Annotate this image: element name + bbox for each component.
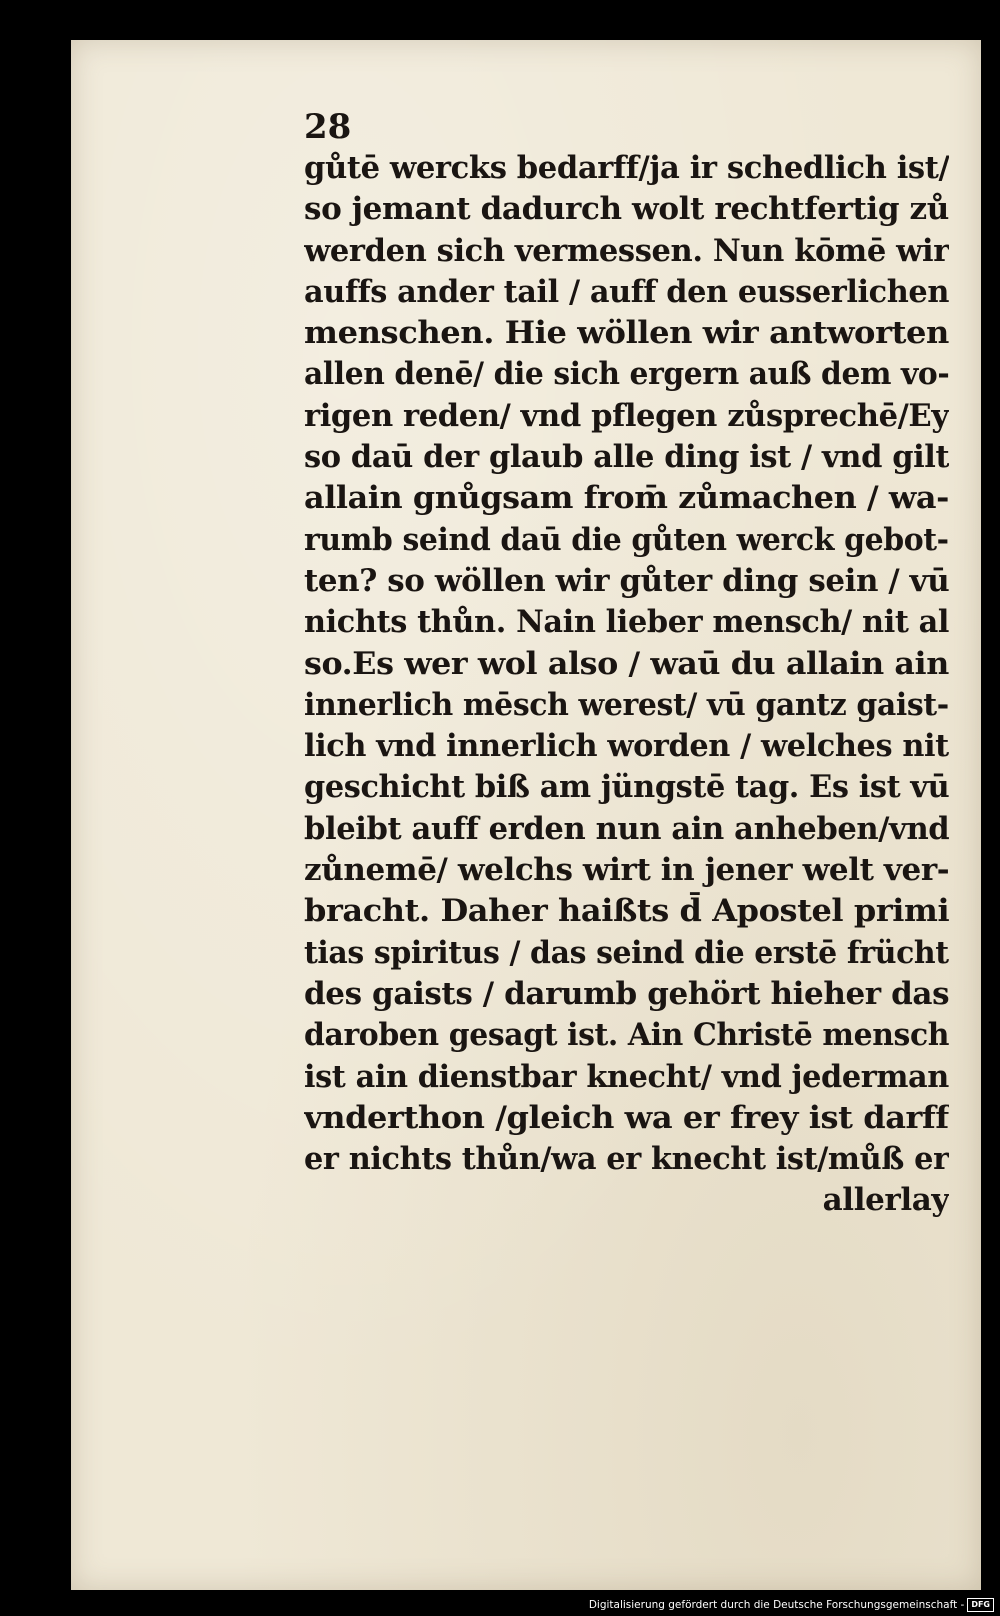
text-line: tias spiritus / das seind die erstē frücht [304, 934, 949, 971]
text-line: allain gnůgsam from̄ zůmachen / wa- [304, 480, 949, 517]
text-line: werden sich vermessen. Nun kōmē wir [304, 232, 949, 269]
text-line: daroben gesagt ist. Ain Christē mensch [304, 1017, 949, 1054]
book-page [71, 40, 981, 1590]
text-line: lich vnd innerlich worden / welches nit [304, 728, 949, 765]
text-line: innerlich mēsch werest/ vū gantz gaist- [304, 686, 949, 723]
text-line: rigen reden/ vnd pflegen zůsprechē/Ey [304, 397, 949, 434]
text-line: auffs ander tail / auff den eusserlichen [304, 273, 949, 310]
page-number: 28 [304, 107, 352, 147]
text-line: vnderthon /gleich wa er frey ist darff [304, 1099, 949, 1136]
text-line: ten? so wöllen wir gůter ding sein / vū [304, 562, 949, 599]
text-line: nichts thůn. Nain lieber mensch/ nit al [304, 604, 949, 641]
text-line: zůnemē/ welchs wirt in jener welt ver- [304, 852, 949, 889]
text-line: geschicht biß am jüngstē tag. Es ist vū [304, 769, 949, 806]
text-block [304, 148, 949, 1222]
text-line: ist ain dienstbar knecht/ vnd jederman [304, 1058, 949, 1095]
text-line: rumb seind daū die gůten werck gebot- [304, 521, 949, 558]
funding-footer [589, 1598, 994, 1612]
catchword: allerlay [822, 1182, 949, 1219]
text-line: er nichts thůn/wa er knecht ist/můß er [304, 1141, 949, 1178]
footer-text: Digitalisierung gefördert durch die Deutsche Forschungsgemeinschaft - [588, 1599, 965, 1611]
text-line: so daū der glaub alle ding ist / vnd gilt [304, 439, 949, 476]
text-line: so.Es wer wol also / waū du allain ain [304, 645, 949, 682]
text-line: bleibt auff erden nun ain anheben/vnd [304, 810, 949, 847]
text-line: gůtē wercks bedarff/ja ir schedlich ist/ [304, 150, 949, 186]
text-line: allen denē/ die sich ergern auß dem vo- [304, 356, 949, 393]
dfg-logo-icon: DFG [967, 1598, 994, 1612]
text-line: so jemant dadurch wolt rechtfertig zů [304, 191, 949, 228]
text-line: des gaists / darumb gehört hieher das [304, 975, 949, 1012]
text-line: menschen. Hie wöllen wir antworten [304, 315, 949, 352]
text-line: bracht. Daher haißts d̄ Apostel primi [304, 893, 949, 930]
